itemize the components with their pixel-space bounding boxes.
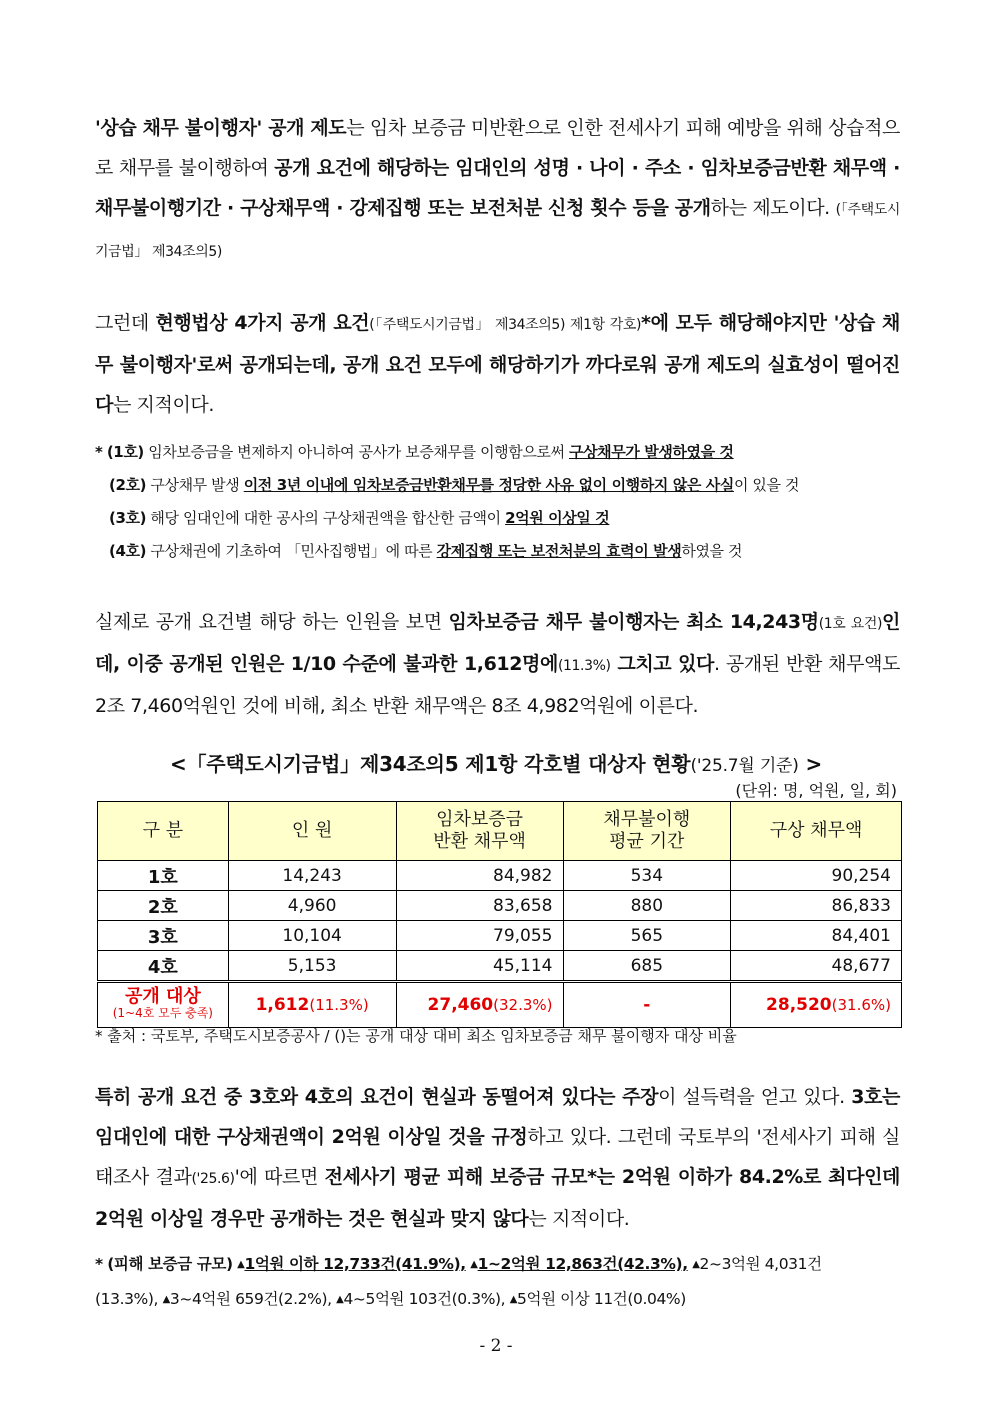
deposit-item-3: 2~3억원 4,031건 xyxy=(699,1255,822,1273)
note-3-label: (3호) xyxy=(109,509,147,527)
p4-small-e: ('25.6) xyxy=(191,1171,235,1187)
p4-bold-c: 3호는 임대인에 대한 구상채권액이 2억원 이상일 것을 규정 xyxy=(95,1086,900,1148)
p1-text-d: 하는 제도이다. xyxy=(710,197,830,219)
paragraph-3 xyxy=(95,602,900,726)
note-4-tail: 하였을 것 xyxy=(681,542,743,560)
p4-bold-a: 특히 공개 요건 중 3호와 4호의 요건이 현실과 동떨어져 있다는 주장 xyxy=(95,1086,659,1108)
note-4-text: 구상채권에 기초하여 「민사집행법」에 따른 xyxy=(146,542,437,560)
cell-period: 880 xyxy=(563,891,731,921)
cell-period: 565 xyxy=(563,921,731,951)
p2-bold-b: 현행법상 4가지 공개 요건 xyxy=(155,312,370,334)
note-2-tail: 이 있을 것 xyxy=(733,476,800,494)
cell-people: 5,153 xyxy=(228,951,396,982)
deposit-note-label: (피해 보증금 규모) xyxy=(107,1255,233,1273)
deposit-item-5: 4~5억원 103건(0.3%), xyxy=(343,1290,506,1308)
p3-bold-f: 그치고 있다 xyxy=(610,653,714,675)
cell-period: 534 xyxy=(563,861,731,891)
table-unit: (단위: 명, 억원, 일, 회) xyxy=(735,781,897,800)
note-1-underline: 구상채무가 발생하였을 것 xyxy=(568,443,734,461)
triangle-icon: ▲ xyxy=(692,1259,700,1270)
note-3-text: 해당 임대인에 대한 공사의 구상채권액을 합산한 금액이 xyxy=(146,509,506,527)
note-2-underline: 이전 3년 이내에 임차보증금반환채무를 정당한 사유 없이 이행하지 않은 사실 xyxy=(243,476,734,494)
public-label-sub: (1~4호 모두 충족) xyxy=(112,1006,213,1020)
p2-text-a: 그런데 xyxy=(95,312,156,334)
header-debt xyxy=(396,802,563,861)
cell-claim: 84,401 xyxy=(731,921,902,951)
public-target-row xyxy=(98,982,902,1028)
table-row xyxy=(98,861,902,891)
deposit-scale-notes xyxy=(95,1247,900,1317)
deposit-note-line-1 xyxy=(95,1247,900,1282)
cell-people: 14,243 xyxy=(228,861,396,891)
triangle-icon: ▲ xyxy=(162,1294,170,1305)
note-item-1 xyxy=(95,436,900,469)
public-people-pct: (11.3%) xyxy=(309,996,369,1014)
p4-text-d: 하고 있다. 그런데 국토부의 '전세사기 피해 실태조사 결과 xyxy=(95,1126,900,1188)
cell-debt: 83,658 xyxy=(396,891,563,921)
note-4-label: (4호) xyxy=(109,542,147,560)
p3-text-a: 실제로 공개 요건별 해당 하는 인원을 보면 xyxy=(95,611,449,633)
note-1-label: (1호) xyxy=(106,443,144,461)
public-debt-value: 27,460 xyxy=(427,995,494,1015)
cell-claim: 48,677 xyxy=(731,951,902,982)
p4-bold-g: 전세사기 평균 피해 보증금 규모*는 2억원 이하가 84.2%로 최다인데 2억원 이상일 경우만 공개하는 것은 현실과 맞지 않다 xyxy=(95,1166,900,1230)
public-period xyxy=(563,982,731,1028)
public-row-label xyxy=(98,982,229,1028)
requirements-notes xyxy=(95,436,900,568)
paragraph-4 xyxy=(95,1077,900,1239)
page-number: - 2 - xyxy=(479,1336,513,1356)
public-period-value: - xyxy=(643,995,651,1015)
p1-bold-c: 공개 요건에 해당하는 임대인의 성명 · 나이 · 주소 · 임차보증금반환 채무액 · 채무불이행기간 · 구상채무액 · 강제집행 또는 보전처분 신청 횟수 등을 공개 xyxy=(95,157,900,219)
public-people-value: 1,612 xyxy=(255,995,310,1015)
public-claim xyxy=(731,982,902,1028)
p3-small-c: (1호 요건) xyxy=(818,616,883,632)
p1-bold-a: '상습 채무 불이행자' 공개 제도 xyxy=(95,117,347,139)
header-debt-text: 임차보증금 반환 채무액 xyxy=(433,809,526,852)
p1-text-b: 는 임차 보증금 미반환으로 인한 전세사기 피해 예방을 위해 상습적으로 채무를 불이행하여 xyxy=(95,117,900,179)
row-label: 3호 xyxy=(98,921,229,951)
p3-small-e: (11.3%) xyxy=(557,658,611,674)
note-2-label: (2호) xyxy=(109,476,147,494)
deposit-item-6: 5억원 이상 11건(0.04%) xyxy=(517,1290,686,1308)
cell-claim: 90,254 xyxy=(731,861,902,891)
cell-people: 4,960 xyxy=(228,891,396,921)
note-1-text: 임차보증금을 변제하지 아니하여 공사가 보증채무를 이행함으로써 xyxy=(143,443,569,461)
public-label: 공개 대상 xyxy=(124,986,201,1007)
p4-text-b: 이 설득력을 얻고 있다. xyxy=(658,1086,852,1108)
header-people: 인 원 xyxy=(228,802,396,861)
table-title-end: > xyxy=(798,752,823,776)
p3-text-g: . 공개된 반환 채무액도 2조 7,460억원인 것에 비해, 최소 반환 채무액은 8조 4,982억원에 이른다. xyxy=(95,653,900,717)
table-row xyxy=(98,891,902,921)
p1-citation: (「주택도시기금법」 제34조의5) xyxy=(95,202,901,260)
table-title-main: <「주택도시기금법」제34조의5 제1항 각호별 대상자 현황 xyxy=(169,752,691,776)
note-star: * xyxy=(95,443,103,461)
note-item-4 xyxy=(95,535,900,568)
paragraph-1 xyxy=(95,108,900,272)
deposit-note-star: * xyxy=(95,1255,103,1273)
cell-debt: 79,055 xyxy=(396,921,563,951)
p3-bold-b: 임차보증금 채무 불이행자는 최소 14,243명 xyxy=(448,611,819,633)
public-claim-value: 28,520 xyxy=(766,995,832,1015)
public-debt-pct: (32.3%) xyxy=(493,996,553,1014)
public-people xyxy=(228,982,396,1028)
header-claim: 구상 채무액 xyxy=(731,802,902,861)
cell-claim: 86,833 xyxy=(731,891,902,921)
row-label: 2호 xyxy=(98,891,229,921)
p2-text-e: 는 지적이다. xyxy=(112,394,215,416)
paragraph-2 xyxy=(95,303,900,425)
row-label: 4호 xyxy=(98,951,229,982)
cell-people: 10,104 xyxy=(228,921,396,951)
deposit-item-3-pct: (13.3%), xyxy=(95,1290,159,1308)
cell-debt: 45,114 xyxy=(396,951,563,982)
deposit-item-4: 3~4억원 659건(2.2%), xyxy=(169,1290,332,1308)
row-label: 1호 xyxy=(98,861,229,891)
note-2-text: 구상채무 발생 xyxy=(146,476,244,494)
note-3-underline: 2억원 이상일 것 xyxy=(505,509,610,527)
triangle-icon: ▲ xyxy=(336,1294,344,1305)
table-header-row xyxy=(98,802,902,861)
p4-text-f: '에 따르면 xyxy=(234,1166,325,1188)
p2-bold-d: *에 모두 해당해야지만 '상습 채무 불이행자'로써 공개되는데, 공개 요건 모두에 해당하기가 까다로워 공개 제도의 실효성이 떨어진다 xyxy=(95,312,900,416)
note-4-underline: 강제집행 또는 보전처분의 효력이 발생 xyxy=(436,542,682,560)
status-table xyxy=(97,801,902,1028)
note-item-2 xyxy=(95,469,900,502)
table-source: * 출처 : 국토부, 주택도시보증공사 / ()는 공개 대상 대비 최소 임차보증금 채무 불이행자 대상 비율 xyxy=(95,1027,737,1045)
deposit-note-line-2 xyxy=(95,1282,900,1317)
table-title-date: ('25.7월 기준) xyxy=(690,756,799,776)
triangle-icon: ▲ xyxy=(509,1294,518,1305)
public-claim-pct: (31.6%) xyxy=(831,996,891,1014)
triangle-icon: ▲ xyxy=(237,1259,245,1270)
header-category: 구 분 xyxy=(98,802,229,861)
p3-bold-d: 인데, 이중 공개된 인원은 1/10 수준에 불과한 1,612명에 xyxy=(95,611,900,675)
note-item-3 xyxy=(95,502,900,535)
header-period-text: 채무불이행 평균 기간 xyxy=(603,809,691,852)
deposit-item-1: 1억원 이하 12,733건(41.9%), xyxy=(244,1255,466,1273)
table-row xyxy=(98,951,902,982)
triangle-icon: ▲ xyxy=(470,1259,478,1270)
p4-text-h: 는 지적이다. xyxy=(528,1208,630,1230)
table-title xyxy=(0,748,992,777)
deposit-item-2: 1~2억원 12,863건(42.3%), xyxy=(477,1255,688,1273)
header-period xyxy=(563,802,731,861)
public-debt xyxy=(396,982,563,1028)
cell-period: 685 xyxy=(563,951,731,982)
table-row xyxy=(98,921,902,951)
cell-debt: 84,982 xyxy=(396,861,563,891)
p2-citation: (「주택도시기금법」 제34조의5) 제1항 각호) xyxy=(369,317,642,333)
